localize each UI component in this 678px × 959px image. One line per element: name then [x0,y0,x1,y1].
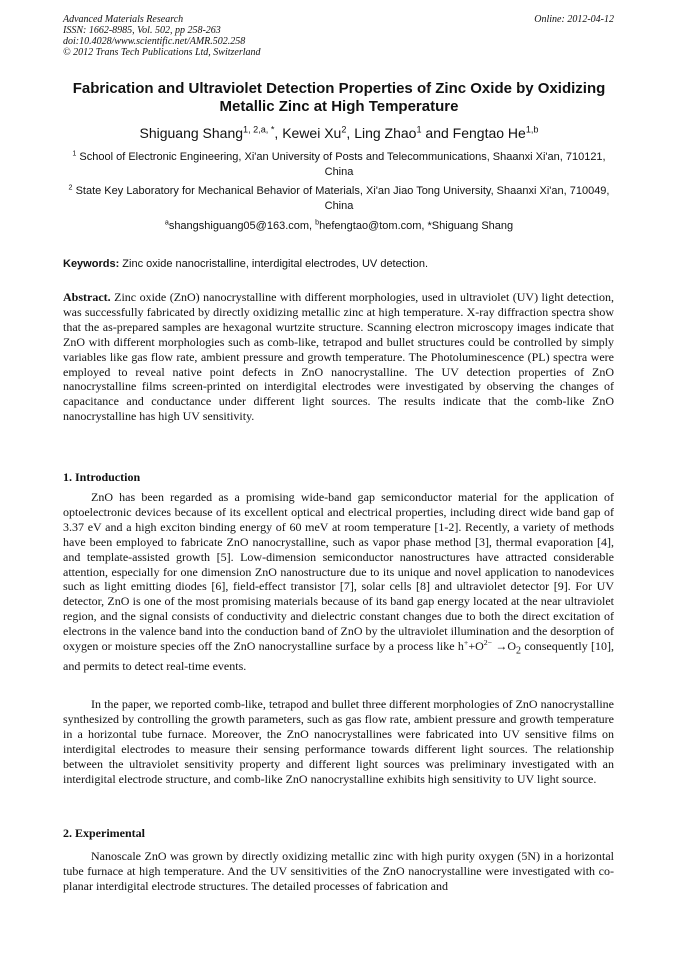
author-emails [60,219,618,233]
author-superscript: 1,b [525,124,539,135]
intro-paragraph-2: In the paper, we reported comb-like, tetrapod and bullet three different morphologies of ZnO nanocrystalline synthesized by controlling the growth parameters, such as gas flow rate, ambient pressure and growth temperature in a horizontal tube furnace. Moreover, the ZnO nanocrystallines were fabricated into UV sensitive films on interdigital electrodes to measure their sensing performance towards different light sources. The relationship between the ultraviolet sensitivity property and different light sources was preliminary investigated with an interdigital electrode structure, and comb-like ZnO nanocrystalline exhibits high sensitivity to UV light source. [63,697,614,786]
keywords [63,257,618,271]
affiliation-number: 1 [72,149,77,158]
author-separator: and [421,125,453,141]
affiliation-2 [60,184,618,214]
keywords-text: Zinc oxide nanocristalline, interdigital electrodes, UV detection. [119,258,429,270]
intro-superscript: + [463,638,469,648]
author-superscript: 1 [416,124,422,135]
experimental-paragraph-1: Nanoscale ZnO was grown by directly oxidizing metallic zinc with high purity oxygen (5N) in a horizontal tube furnace at high temperature. And the UV sensitivities of the ZnO nanocrystalline were investigated with co-planar interdigital electrode structures. The detailed processes of fabrication and [63,849,614,893]
email-b: hefengtao@tom.com, *Shiguang Shang [319,220,514,232]
section-heading-experimental: 2. Experimental [63,826,145,840]
abstract [63,290,614,424]
author-name: Shiguang Shang [139,125,244,141]
intro-paragraph-1 [63,490,614,674]
online-date: Online: 2012-04-12 [534,14,614,25]
email-superscript: b [315,218,320,227]
intro-text: consequently [10], and permits to detect real-time events. [63,639,615,674]
journal-header [63,14,261,58]
intro-subscript: 2 [516,645,522,657]
author-name: Fengtao He [452,125,526,141]
author-name: Kewei Xu [282,125,342,141]
doi-line: doi:10.4028/www.scientific.net/AMR.502.258 [63,36,246,47]
abstract-label: Abstract. [63,290,111,304]
affiliation-number: 2 [68,183,73,192]
author-separator: , [274,125,283,141]
keywords-label: Keywords: [63,258,120,270]
author-list [60,124,618,142]
intro-text: →O [492,639,517,654]
author-superscript: 1, 2,a, * [243,124,275,135]
author-superscript: 2 [341,124,347,135]
email-superscript: a [164,218,169,227]
intro-superscript: 2− [483,638,493,648]
author-separator: , [346,125,355,141]
author-name: Ling Zhao [354,125,417,141]
intro-text: ZnO has been regarded as a promising wide-band gap semiconductor material for the application of optoelectronic devices because of its excellent optical and electrical properties, including direct wide band gap of 3.37 eV and a high exciton binding energy of 60 meV at room temperature [1-2]. Recently, a variety of methods have been employed to fabricate ZnO nanocrystalline, such as vapor phase method [3], thermal evaporation [4], and template-assisted growth [5]. Low-dimension semiconductor nanostructures have attracted considerable attention, especially for one dimension ZnO nanostructure due to its unique and novel application to nanodevices such as light emitting diodes [6], field-effect transistor [7], solar cells [8] and ultraviolet detector [9]. For UV detector, ZnO is one of the most promising materials because of its band gap energy located at the near ultraviolet region, and the signal consists of conductivity and dielectric constant changes due to both the direct excitation of electrons in the valence band into the conduction band of ZnO by the ultraviolet illumination and the desorption of oxygen or moisture species off the ZnO nanocrystalline surface by a process like h [63,490,614,654]
journal-name: Advanced Materials Research [63,14,184,25]
affiliation-1 [60,150,618,180]
affiliation-text: State Key Laboratory for Mechanical Behavior of Materials, Xi'an Jiao Tong University, Shaanxi Xi'an, 710049, China [75,185,610,212]
issn-line: ISSN: 1662-8985, Vol. 502, pp 258-263 [63,25,221,36]
paper-title: Fabrication and Ultraviolet Detection Properties of Zinc Oxide by Oxidizing Metallic Zinc at High Temperature [72,80,606,115]
copyright-line: © 2012 Trans Tech Publications Ltd, Switzerland [63,47,261,58]
affiliation-text: School of Electronic Engineering, Xi'an University of Posts and Telecommunications, Shaanxi Xi'an, 710121, China [79,151,606,178]
email-a: shangshiguang05@163.com, [168,220,316,232]
intro-text: +O [468,639,484,654]
abstract-text: Zinc oxide (ZnO) nanocrystalline with different morphologies, used in ultraviolet (UV) light detection, was successfully fabricated by directly oxidizing metallic zinc at high temperature. X-ray diffraction spectra show that the as-prepared samples are hexagonal wurtzite structure. Scanning electron microscopy images indicate that ZnO with different morphologies such as comb-like, tetrapod and bullet structures could be controlled by simply variables like gas flow rate, ambient pressure and growth temperature. The Photoluminescence (PL) spectra were employed to reveal native point defects in ZnO nanocrystalline. The UV detection properties of ZnO nanocrystalline films screen-printed on interdigital electrodes were investigated by observing the changes of capacitance and conductance under different light sources. The results indicate that the comb-like ZnO nanocrystalline has high UV sensitivity. [63,290,614,424]
section-heading-introduction: 1. Introduction [63,470,141,484]
